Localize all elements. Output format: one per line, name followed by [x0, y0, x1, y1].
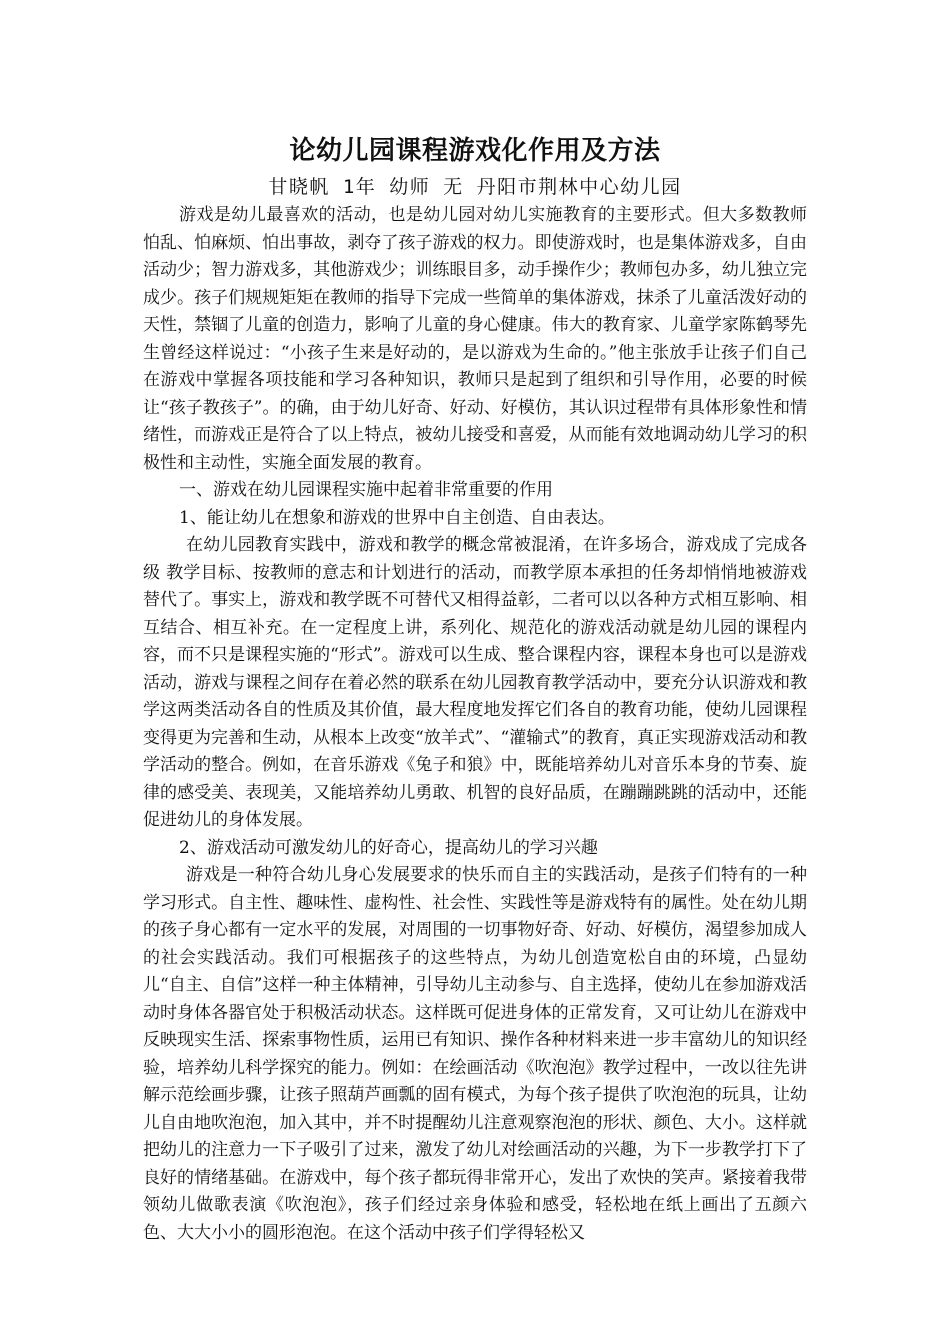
- document-title: 论幼儿园课程游戏化作用及方法: [289, 136, 661, 166]
- subsection-heading-2: 2、游戏活动可激发幼儿的好奇心，提高幼儿的学习兴趣: [179, 837, 598, 858]
- paragraph-intro: 游戏是幼儿最喜欢的活动，也是幼儿园对幼儿实施教育的主要形式。但大多数教师怕乱、怕麻烦、怕出事故，剥夺了孩子游戏的权力。即使游戏时，也是集体游戏多，自由活动少；智力游戏多，其他游戏少；训练眼目多，动手操作少；教师包办多，幼儿独立完成少。孩子们规规矩矩在教师的指导下完成一些简单的集体游戏，抹杀了儿童活泼好动的天性，禁锢了儿童的创造力，影响了儿童的身心健康。伟大的教育家、儿童学家陈鹤琴先生曾经这样说过：“小孩子生来是好动的，是以游戏为生命的。”他主张放手让孩子们自己在游戏中掌握各项技能和学习各种知识，教师只是起到了组织和引导作用，必要的时候让“孩子教孩子”。的确，由于幼儿好奇、好动、好模仿，其认识过程带有具体形象性和情绪性，而游戏正是符合了以上特点，被幼儿接受和喜爱，从而能有效地调动幼儿学习的积极性和主动性，实施全面发展的教育。: [143, 205, 807, 473]
- paragraph-subsection-2: 游戏是一种符合幼儿身心发展要求的快乐而自主的实践活动，是孩子们特有的一种学习形式。自主性、趣味性、虚构性、社会性、实践性等是游戏特有的属性。处在幼儿期的孩子身心都有一定水平的发展，对周围的一切事物好奇、好动、好模仿，渴望参加成人的社会实践活动。我们可根据孩子的这些特点，为幼儿创造宽松自由的环境，凸显幼儿“自主、自信”这样一种主体精神，引导幼儿主动参与、自主选择，使幼儿在参加游戏活动时身体各器官处于积极活动状态。这样既可促进身体的正常发育，又可让幼儿在游戏中反映现实生活、探索事物性质，运用已有知识、操作各种材料来进一步丰富幼儿的知识经验，培养幼儿科学探究的能力。例如：在绘画活动《吹泡泡》教学过程中，一改以往先讲解示范绘画步骤，让孩子照葫芦画瓢的固有模式，为每个孩子提供了吹泡泡的玩具，让幼儿自由地吹泡泡，加入其中，并不时提醒幼儿注意观察泡泡的形状、颜色、大小。这样就把幼儿的注意力一下子吸引了过来，激发了幼儿对绘画活动的兴趣，为下一步教学打下了良好的情绪基础。在游戏中，每个孩子都玩得非常开心，发出了欢快的笑声。紧接着我带领幼儿做歌表演《吹泡泡》，孩子们经过亲身体验和感受，轻松地在纸上画出了五颜六色、大大小小的圆形泡泡。在这个活动中孩子们学得轻松又: [143, 865, 807, 1243]
- subsection-heading-1: 1、能让幼儿在想象和游戏的世界中自主创造、自由表达。: [179, 507, 615, 528]
- document-body: [143, 202, 807, 1247]
- author-byline: 甘晓帆 1年 幼师 无 丹阳市荆林中心幼儿园: [268, 176, 682, 198]
- section-heading-1: 一、游戏在幼儿园课程实施中起着非常重要的作用: [179, 480, 553, 500]
- paragraph-subsection-1: 在幼儿园教育实践中，游戏和教学的概念常被混淆，在许多场合，游戏成了完成各级 教学目标、按教师的意志和计划进行的活动，而教学原本承担的任务却悄悄地被游戏替代了。事实上，游戏和教学既不可替代又相得益彰，二者可以以各种方式相互影响、相互结合、相互补充。在一定程度上讲，系列化、规范化的游戏活动就是幼儿园的课程内容，而不只是课程实施的“形式”。游戏可以生成、整合课程内容，课程本身也可以是游戏活动，游戏与课程之间存在着必然的联系在幼儿园教育教学活动中，要充分认识游戏和教学这两类活动各自的性质及其价值，最大程度地发挥它们各自的教育功能，使幼儿园课程变得更为完善和生动，从根本上改变“放羊式”、“灌输式”的教育，真正实现游戏活动和教学活动的整合。例如，在音乐游戏《兔子和狼》中，既能培养幼儿对音乐本身的节奏、旋律的感受美、表现美，又能培养幼儿勇敢、机智的良好品质，在蹦蹦跳跳的活动中，还能促进幼儿的身体发展。: [143, 535, 807, 830]
